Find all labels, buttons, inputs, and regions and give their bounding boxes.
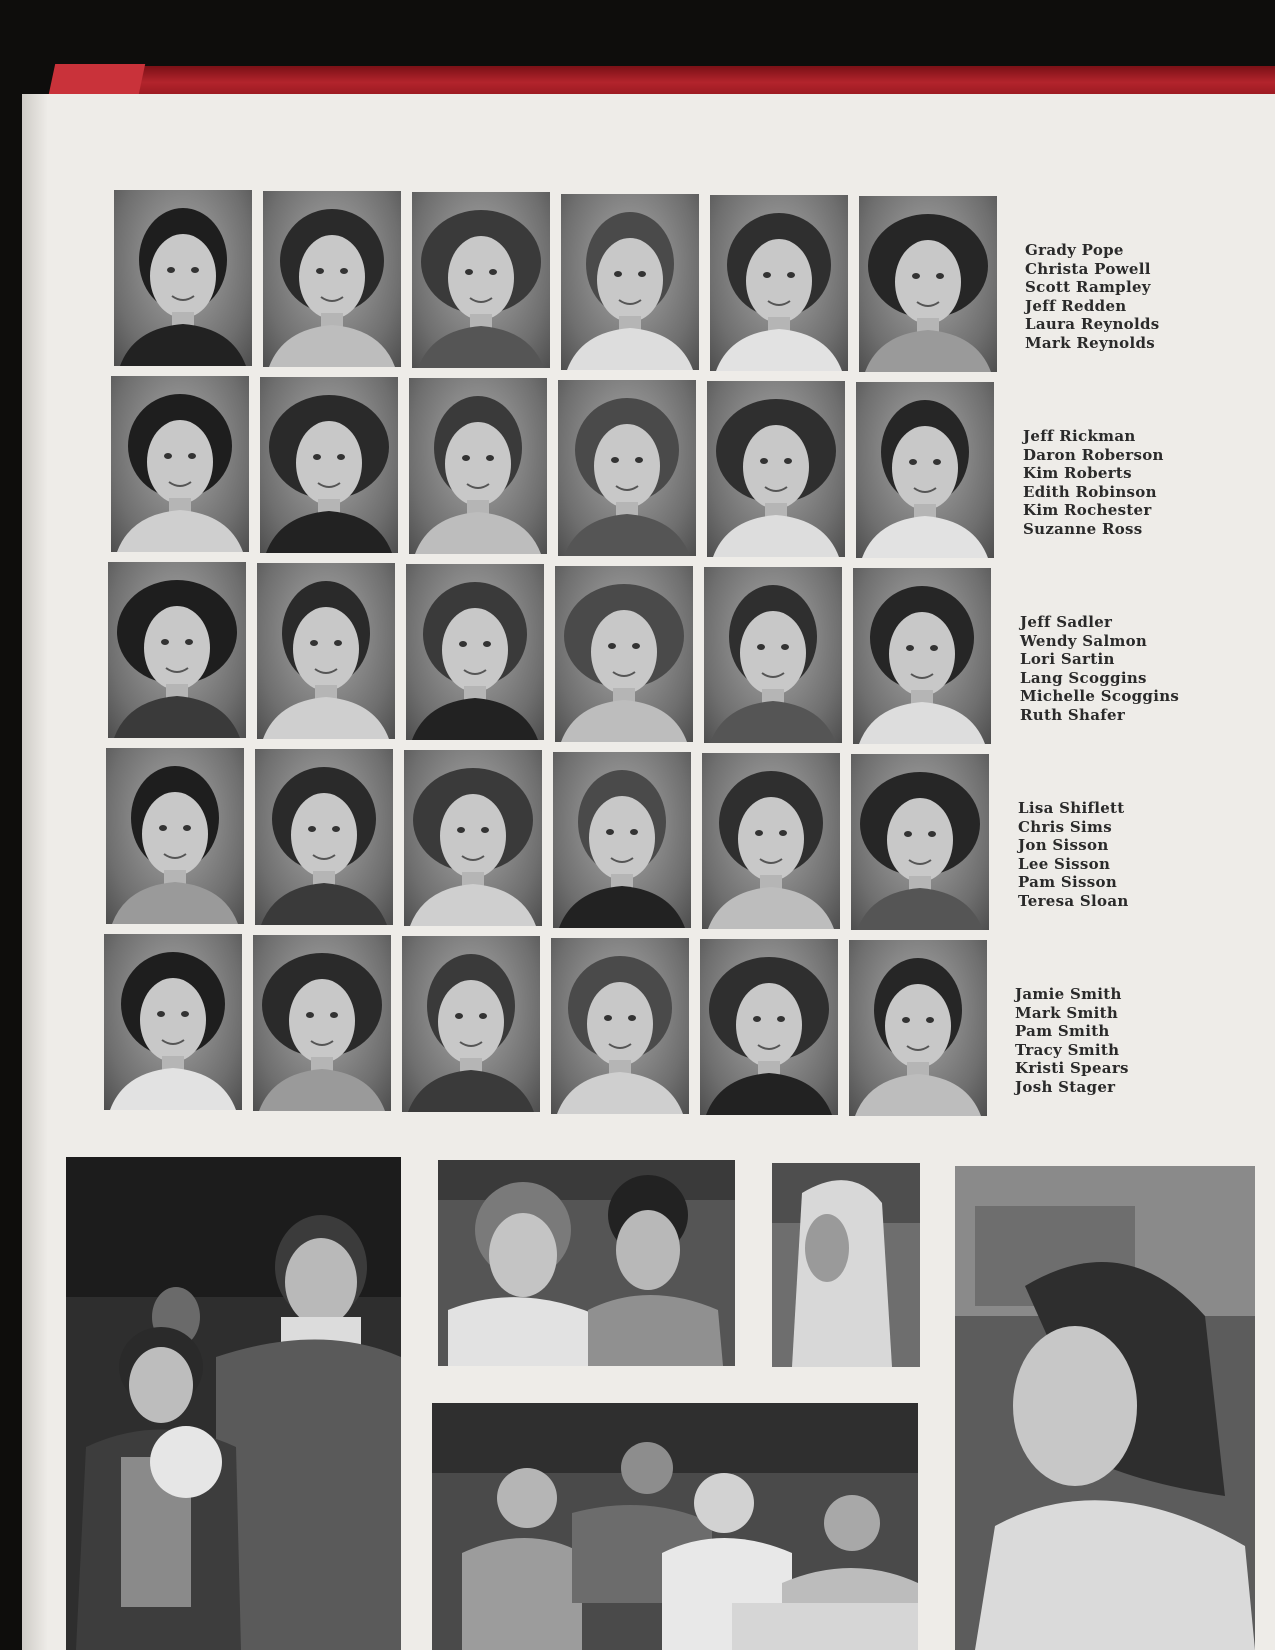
- student-name: Kim Roberts: [1023, 464, 1132, 483]
- cover-corner: [49, 64, 145, 94]
- student-name: Wendy Salmon: [1020, 631, 1148, 650]
- portrait-figure: [253, 935, 391, 1111]
- student-portrait: [108, 562, 246, 738]
- student-portrait: [710, 195, 848, 371]
- student-portrait: [551, 938, 689, 1114]
- portrait-figure: [856, 382, 994, 558]
- portrait-figure: [263, 191, 401, 367]
- portrait-figure: [412, 192, 550, 368]
- student-name: Scott Rampley: [1025, 278, 1151, 297]
- names-row-5: [1015, 985, 1185, 1097]
- student-name: Ruth Shafer: [1020, 705, 1126, 724]
- student-name: Jon Sisson: [1018, 836, 1109, 855]
- student-portrait: [702, 753, 840, 929]
- student-portrait: [700, 939, 838, 1115]
- candid-photo-couple: [66, 1157, 401, 1650]
- student-name: Lori Sartin: [1020, 650, 1115, 669]
- student-portrait: [849, 940, 987, 1116]
- student-portrait: [111, 376, 249, 552]
- portrait-figure: [853, 568, 991, 744]
- student-portrait: [263, 191, 401, 367]
- student-name: Michelle Scoggins: [1020, 687, 1180, 706]
- candid-photo-group-cafeteria: [432, 1403, 918, 1650]
- spine-shadow: [22, 94, 48, 1650]
- student-portrait: [257, 563, 395, 739]
- student-name: Pam Sisson: [1018, 873, 1118, 892]
- student-portrait: [255, 749, 393, 925]
- student-portrait: [104, 934, 242, 1110]
- student-name: Mark Reynolds: [1025, 333, 1156, 352]
- portrait-figure: [704, 567, 842, 743]
- portrait-figure: [700, 939, 838, 1115]
- student-portrait: [856, 382, 994, 558]
- student-name: Teresa Sloan: [1018, 891, 1129, 910]
- names-row-3: [1020, 613, 1190, 725]
- portrait-figure: [561, 194, 699, 370]
- student-portrait: [555, 566, 693, 742]
- student-name: Jeff Sadler: [1020, 613, 1113, 631]
- student-portrait: [406, 564, 544, 740]
- portrait-figure: [257, 563, 395, 739]
- portrait-figure: [260, 377, 398, 553]
- student-portrait: [853, 568, 991, 744]
- portrait-figure: [702, 753, 840, 929]
- student-name: Grady Pope: [1025, 241, 1124, 259]
- student-name: Josh Stager: [1015, 1077, 1116, 1096]
- student-portrait: [260, 377, 398, 553]
- portrait-figure: [111, 376, 249, 552]
- portrait-figure: [406, 564, 544, 740]
- names-row-1: [1025, 241, 1195, 353]
- student-name: Lang Scoggins: [1020, 668, 1147, 687]
- portrait-figure: [558, 380, 696, 556]
- student-portrait: [114, 190, 252, 366]
- student-portrait: [412, 192, 550, 368]
- portrait-figure: [707, 381, 845, 557]
- student-name: Tracy Smith: [1015, 1040, 1120, 1059]
- student-name: Edith Robinson: [1023, 482, 1157, 501]
- student-portrait: [704, 567, 842, 743]
- student-name: Jeff Rickman: [1023, 427, 1136, 445]
- student-name: Jamie Smith: [1015, 985, 1122, 1003]
- student-name: Suzanne Ross: [1023, 519, 1143, 538]
- portrait-figure: [555, 566, 693, 742]
- student-name: Lee Sisson: [1018, 854, 1111, 873]
- student-portrait: [851, 754, 989, 930]
- student-name: Lisa Shiflett: [1018, 799, 1125, 817]
- student-portrait: [859, 196, 997, 372]
- portrait-figure: [409, 378, 547, 554]
- candid-photo-profile-girl: [772, 1163, 920, 1367]
- portrait-figure: [553, 752, 691, 928]
- student-portrait: [561, 194, 699, 370]
- student-name: Jeff Redden: [1025, 296, 1127, 315]
- student-portrait: [253, 935, 391, 1111]
- student-name: Christa Powell: [1025, 259, 1151, 278]
- portrait-figure: [404, 750, 542, 926]
- candid-photo-smiling-girl-profile: [955, 1166, 1255, 1650]
- student-name: Chris Sims: [1018, 817, 1112, 836]
- candid-photo-two-students: [438, 1160, 735, 1366]
- portrait-figure: [859, 196, 997, 372]
- student-name: Daron Roberson: [1023, 445, 1164, 464]
- student-portrait: [553, 752, 691, 928]
- portrait-figure: [104, 934, 242, 1110]
- portrait-figure: [710, 195, 848, 371]
- portrait-figure: [551, 938, 689, 1114]
- portrait-figure: [851, 754, 989, 930]
- portrait-figure: [402, 936, 540, 1112]
- student-portrait: [404, 750, 542, 926]
- student-name: Mark Smith: [1015, 1003, 1119, 1022]
- portrait-figure: [114, 190, 252, 366]
- student-portrait: [402, 936, 540, 1112]
- portrait-figure: [108, 562, 246, 738]
- student-name: Kristi Spears: [1015, 1059, 1129, 1078]
- portrait-figure: [106, 748, 244, 924]
- student-name: Pam Smith: [1015, 1022, 1110, 1041]
- student-name: Laura Reynolds: [1025, 315, 1160, 334]
- student-portrait: [707, 381, 845, 557]
- student-portrait: [409, 378, 547, 554]
- portrait-figure: [849, 940, 987, 1116]
- names-row-4: [1018, 799, 1188, 911]
- student-name: Kim Rochester: [1023, 501, 1152, 520]
- student-portrait: [558, 380, 696, 556]
- portrait-figure: [255, 749, 393, 925]
- names-row-2: [1023, 427, 1193, 539]
- student-portrait: [106, 748, 244, 924]
